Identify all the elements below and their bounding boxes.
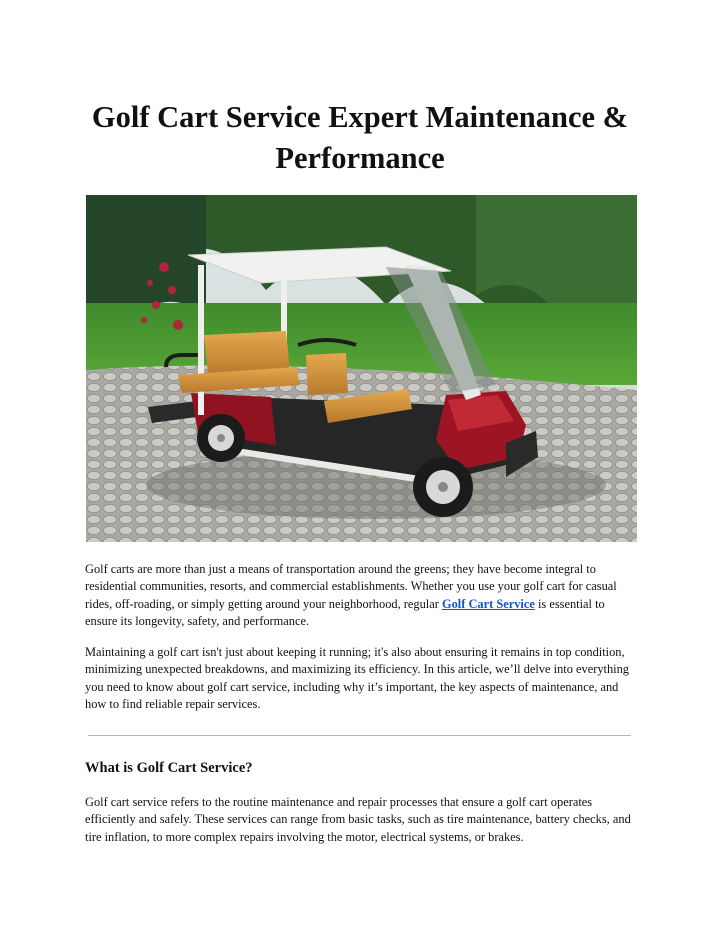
intro-text-before-link: Golf carts are more than just a means of transportation around the greens; they have become integral to residential communities, resorts, and commercial establishments. Whether you use your golf cart for casual rides, off-roading, or simply getting around your neighborhood, regular (85, 562, 617, 611)
golf-cart-service-link[interactable]: Golf Cart Service (441, 596, 535, 611)
golf-cart-photo (86, 195, 637, 542)
horizontal-divider (88, 735, 631, 736)
intro-text-after-link: is essential to ensure its longevity, safety, and performance. (85, 596, 605, 628)
body-paragraph-2: Maintaining a golf cart isn't just about keeping it running; it's also about ensuring it remains in top condition, minimizing unexpected breakdowns, and maximizing its efficiency. In this article, we’ll delve into everything you need to know about golf cart service, including why it’s important, the key aspects of maintenance, and how to find reliable repair services. (85, 645, 629, 711)
body-paragraph-3: Golf cart service refers to the routine maintenance and repair processes that ensure a golf cart operates efficiently and safely. These services can range from basic tasks, such as tire maintenance, battery checks, and tire inflation, to more complex repairs involving the motor, electrical systems, or brakes. (85, 795, 631, 844)
page-title: Golf Cart Service Expert Maintenance & Performance (91, 100, 629, 175)
intro-paragraph (85, 561, 637, 630)
section-heading: What is Golf Cart Service? (85, 760, 253, 776)
